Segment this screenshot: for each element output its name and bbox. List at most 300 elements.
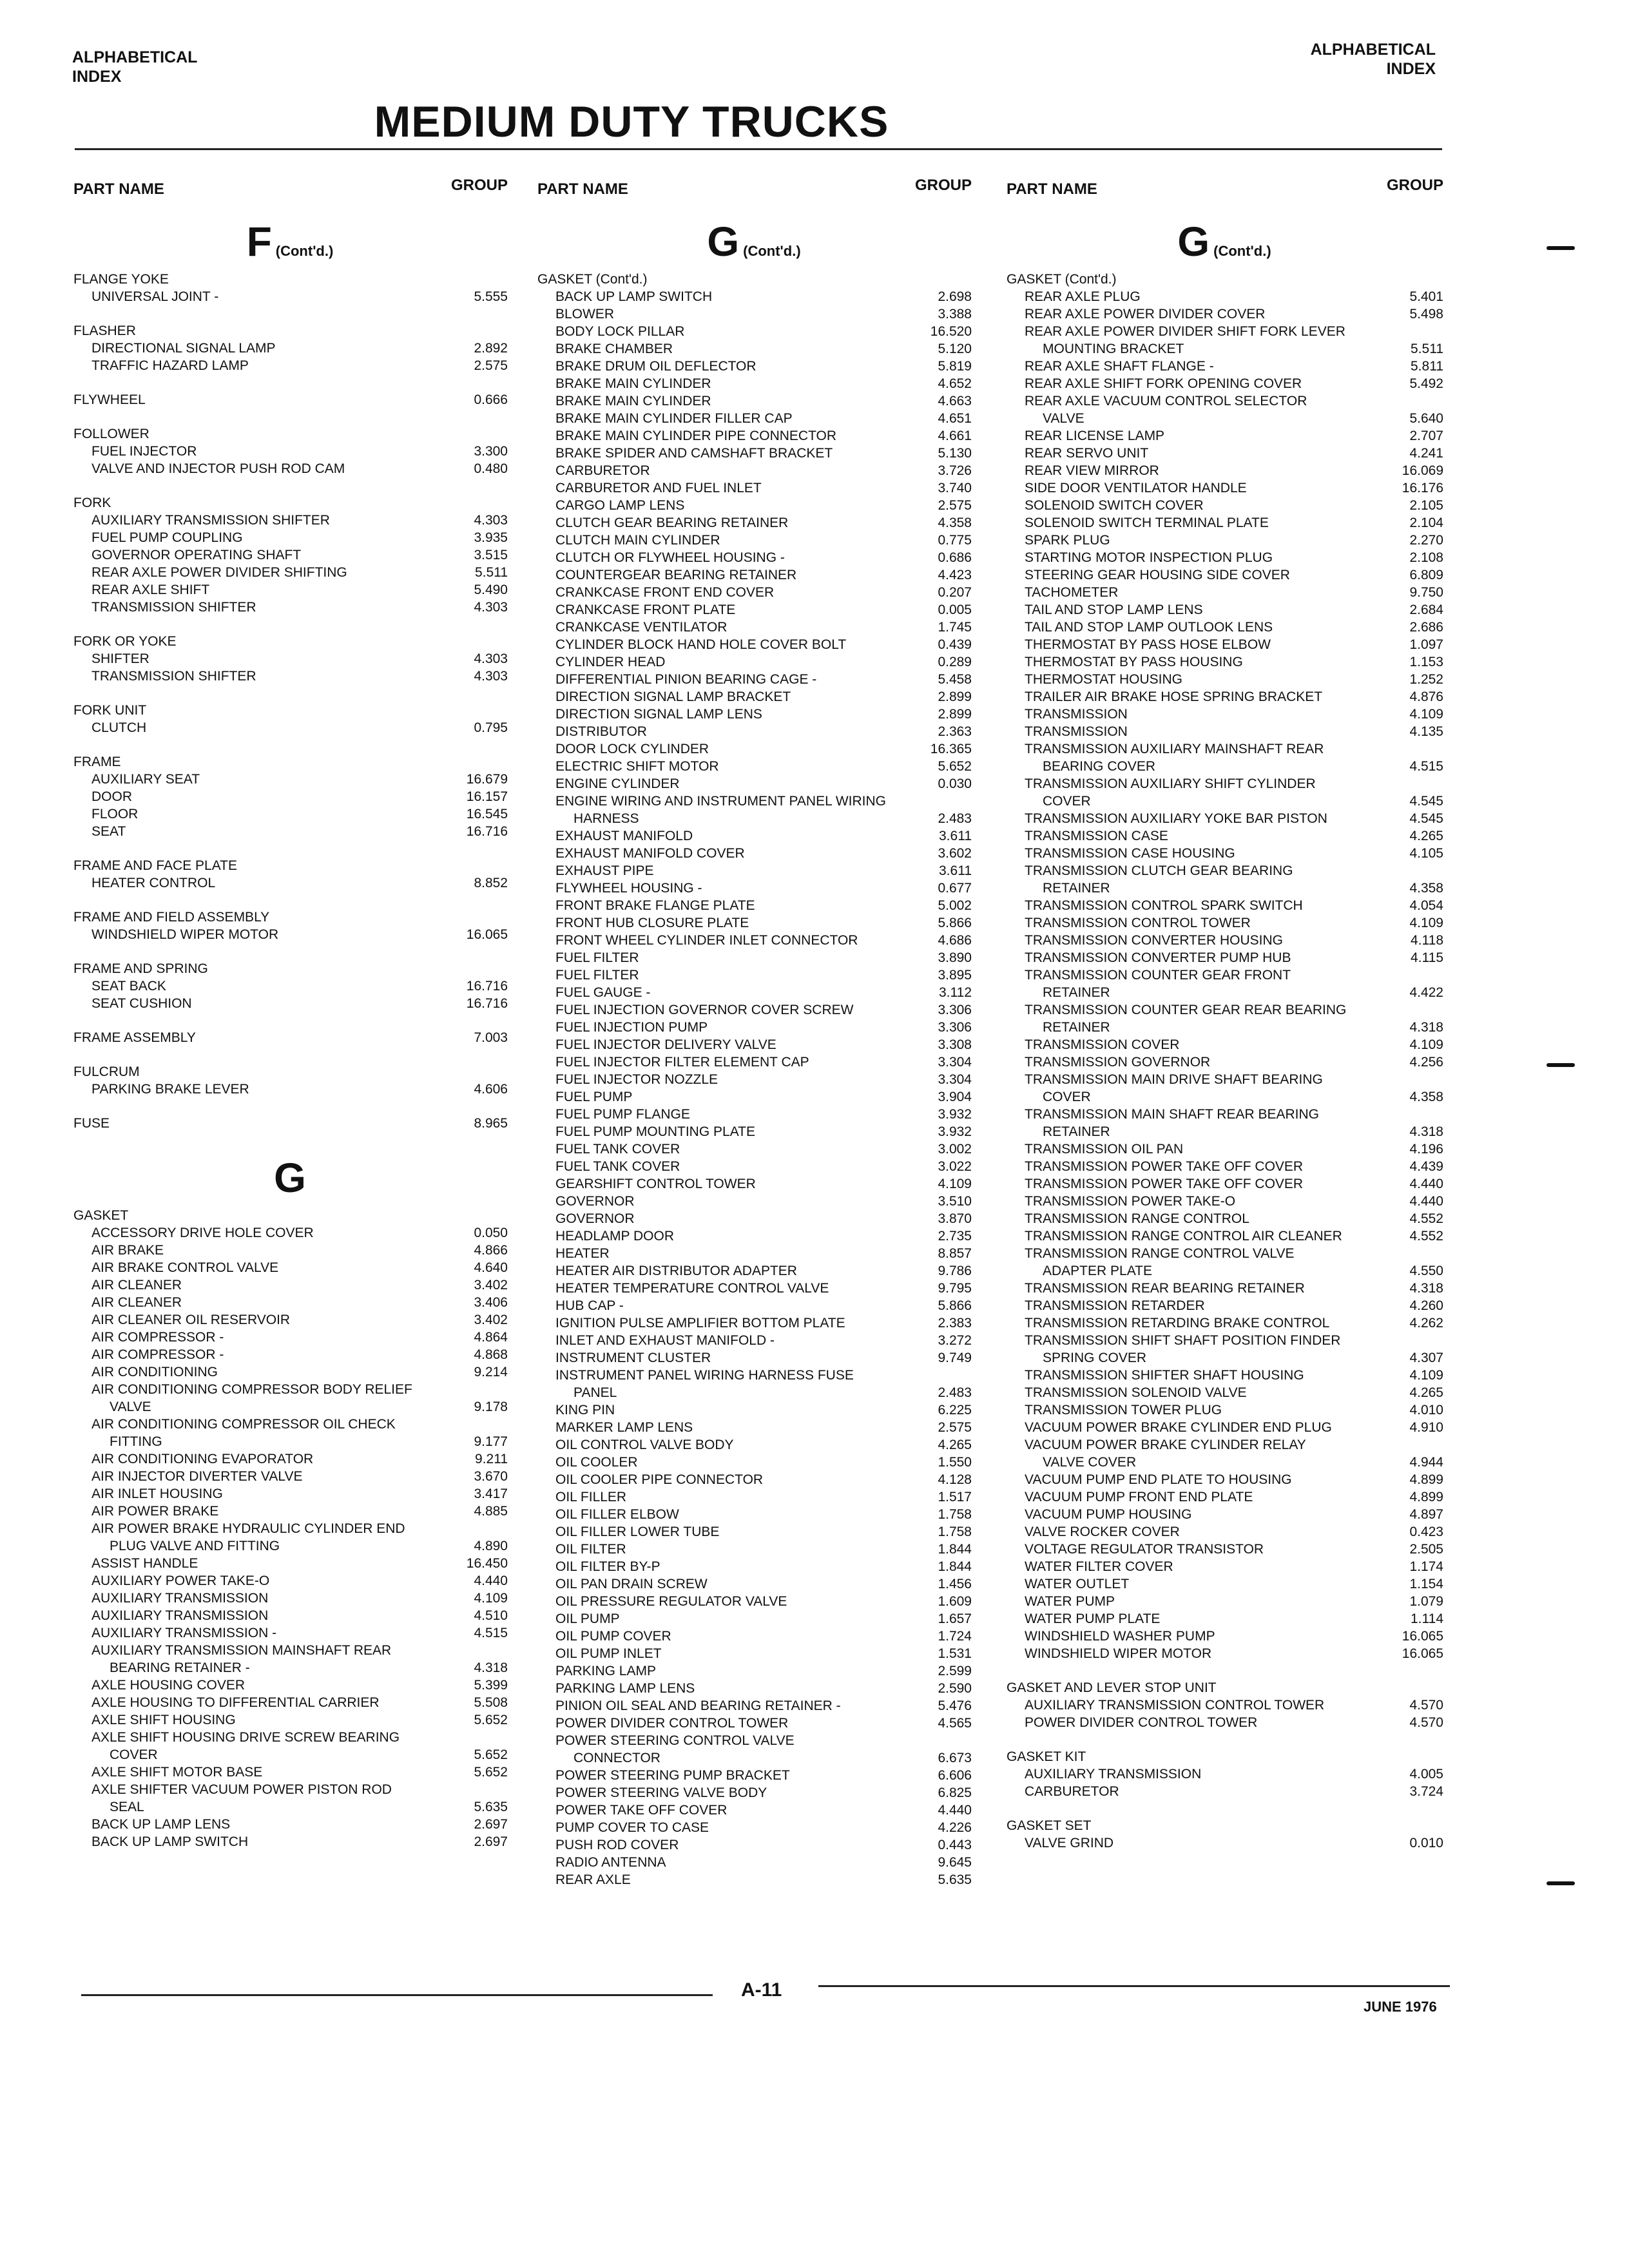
index-entry <box>536 1262 972 1280</box>
part-name: TRANSMISSION COUNTER GEAR FRONT <box>1025 968 1291 983</box>
group-number: 3.870 <box>938 1211 972 1226</box>
group-number: 0.423 <box>1409 1524 1443 1539</box>
group-number: 3.935 <box>474 530 508 545</box>
index-entry <box>536 740 972 758</box>
part-name: TRANSMISSION POWER TAKE-O <box>1025 1194 1236 1209</box>
index-entry <box>1005 445 1443 462</box>
section-letter: F <box>246 218 272 265</box>
index-entry <box>72 1311 508 1329</box>
group-number: 1.657 <box>938 1611 972 1626</box>
index-entry <box>1005 1175 1443 1193</box>
group-number: 5.498 <box>1409 307 1443 322</box>
part-name: TRANSMISSION <box>1025 707 1128 722</box>
part-name: FUSE <box>73 1116 110 1131</box>
group-number: 9.750 <box>1409 585 1443 600</box>
index-entry <box>536 410 972 427</box>
index-entry <box>72 1763 508 1781</box>
part-name: VALVE AND INJECTOR PUSH ROD CAM <box>92 461 345 476</box>
index-entry <box>72 1520 508 1537</box>
group-number: 5.866 <box>938 1298 972 1313</box>
part-name: AXLE SHIFT HOUSING DRIVE SCREW BEARING <box>92 1730 400 1745</box>
index-column-1 <box>72 174 508 1867</box>
index-entry <box>536 862 972 879</box>
index-entry <box>536 1749 972 1767</box>
group-number: 5.652 <box>938 759 972 774</box>
index-entry <box>536 1767 972 1784</box>
part-name: ELECTRIC SHIFT MOTOR <box>555 759 719 774</box>
index-entry <box>1005 862 1443 879</box>
part-name: POWER DIVIDER CONTROL TOWER <box>555 1716 789 1731</box>
part-name: AUXILIARY TRANSMISSION <box>1025 1767 1202 1782</box>
index-entry <box>536 932 972 949</box>
part-name: COVER <box>1043 794 1091 809</box>
part-name: BACK UP LAMP SWITCH <box>92 1834 249 1849</box>
index-entry <box>536 1071 972 1088</box>
part-name: BRAKE MAIN CYLINDER <box>555 394 711 408</box>
group-number: 5.652 <box>474 1713 508 1727</box>
index-entry <box>536 1401 972 1419</box>
index-entry <box>1005 358 1443 375</box>
group-number: 0.775 <box>938 533 972 548</box>
part-name: CARBURETOR AND FUEL INLET <box>555 481 762 495</box>
group-number: 5.508 <box>474 1695 508 1710</box>
part-name: HEATER AIR DISTRIBUTOR ADAPTER <box>555 1264 797 1278</box>
group-number: 4.303 <box>474 513 508 528</box>
group-number: 3.304 <box>938 1055 972 1070</box>
group-number: 8.965 <box>474 1116 508 1131</box>
part-name: AUXILIARY TRANSMISSION <box>92 1591 269 1606</box>
group-number: 4.005 <box>1409 1767 1443 1782</box>
part-name: CARGO LAMP LENS <box>555 498 685 513</box>
index-group <box>72 1115 508 1132</box>
index-entry <box>1005 375 1443 392</box>
part-name: BRAKE SPIDER AND CAMSHAFT BRACKET <box>555 446 833 461</box>
index-entry <box>536 619 972 636</box>
index-entry <box>1005 1541 1443 1558</box>
index-entry <box>536 1454 972 1471</box>
group-number: 4.241 <box>1409 446 1443 461</box>
part-name: RETAINER <box>1043 1020 1110 1035</box>
group-number: 5.866 <box>938 916 972 930</box>
group-number: 3.890 <box>938 950 972 965</box>
group-number: 3.611 <box>939 863 972 878</box>
index-entry <box>72 340 508 357</box>
part-name: VACUUM PUMP FRONT END PLATE <box>1025 1490 1253 1504</box>
index-entry <box>72 494 508 512</box>
part-name: BRAKE CHAMBER <box>555 341 673 356</box>
part-name: AIR CONDITIONING COMPRESSOR OIL CHECK <box>92 1417 396 1432</box>
group-number: 5.511 <box>1411 341 1443 356</box>
index-entry <box>536 984 972 1001</box>
section-letter: G <box>274 1155 306 1201</box>
group-number: 3.726 <box>938 463 972 478</box>
index-entry <box>1005 1123 1443 1140</box>
group-number: 4.265 <box>1409 1385 1443 1400</box>
group-number: 4.890 <box>474 1539 508 1553</box>
group-number: 4.899 <box>1409 1490 1443 1504</box>
part-name: FUEL PUMP MOUNTING PLATE <box>555 1124 755 1139</box>
index-entry <box>1005 1454 1443 1471</box>
index-entry <box>536 445 972 462</box>
group-number: 16.069 <box>1402 463 1443 478</box>
header-right-line2: INDEX <box>1386 60 1436 78</box>
part-name: RETAINER <box>1043 881 1110 896</box>
part-name: AIR INJECTOR DIVERTER VALVE <box>92 1469 303 1484</box>
part-name: TRANSMISSION REAR BEARING RETAINER <box>1025 1281 1305 1296</box>
part-name: FUEL INJECTOR <box>92 444 197 459</box>
index-entry <box>72 512 508 529</box>
index-entry <box>536 671 972 688</box>
index-entry <box>72 874 508 892</box>
part-name: FRAME AND FIELD ASSEMBLY <box>73 910 270 925</box>
part-name: OIL PUMP INLET <box>555 1646 662 1661</box>
group-number: 3.932 <box>938 1107 972 1122</box>
index-entry <box>536 532 972 549</box>
group-number: 4.128 <box>938 1472 972 1487</box>
part-name: FRAME AND FACE PLATE <box>73 858 237 873</box>
index-entry <box>1005 1367 1443 1384</box>
index-entry <box>1005 1714 1443 1731</box>
group-number: 1.456 <box>938 1577 972 1591</box>
group-number: 3.402 <box>474 1312 508 1327</box>
index-group <box>1005 271 1443 1662</box>
header-right <box>1311 40 1436 79</box>
index-entry <box>72 546 508 564</box>
index-entry <box>536 1349 972 1367</box>
part-name: FUEL INJECTION GOVERNOR COVER SCREW <box>555 1003 854 1017</box>
part-name: BRAKE MAIN CYLINDER PIPE CONNECTOR <box>555 428 837 443</box>
group-number: 4.010 <box>1409 1403 1443 1418</box>
group-number: 16.716 <box>466 996 508 1011</box>
part-name: FUEL TANK COVER <box>555 1159 680 1174</box>
part-name: WINDSHIELD WIPER MOTOR <box>1025 1646 1212 1661</box>
index-entry <box>1005 1523 1443 1541</box>
group-number: 3.308 <box>938 1037 972 1052</box>
part-name: RADIO ANTENNA <box>555 1855 666 1870</box>
index-entry <box>1005 1471 1443 1488</box>
part-name: OIL PUMP COVER <box>555 1629 671 1644</box>
index-entry <box>536 688 972 706</box>
part-name: FUEL FILTER <box>555 968 639 983</box>
index-entry <box>536 1802 972 1819</box>
index-entry <box>1005 775 1443 793</box>
group-number: 4.358 <box>1409 1090 1443 1104</box>
part-name: TRANSMISSION RANGE CONTROL <box>1025 1211 1249 1226</box>
part-name: BRAKE DRUM OIL DEFLECTOR <box>555 359 757 374</box>
group-number: 2.590 <box>938 1681 972 1696</box>
group-number: 1.531 <box>938 1646 972 1661</box>
group-number: 0.677 <box>938 881 972 896</box>
part-name: CYLINDER BLOCK HAND HOLE COVER BOLT <box>555 637 847 652</box>
index-entry <box>536 1280 972 1297</box>
part-name: TACHOMETER <box>1025 585 1119 600</box>
group-number: 0.030 <box>938 776 972 791</box>
part-name: TRANSMISSION MAIN SHAFT REAR BEARING <box>1025 1107 1320 1122</box>
index-entry <box>72 702 508 719</box>
index-entry <box>536 1088 972 1106</box>
group-number: 4.226 <box>938 1820 972 1835</box>
part-name: TRANSMISSION COVER <box>1025 1037 1180 1052</box>
part-name: COVER <box>110 1747 158 1762</box>
index-entry <box>1005 566 1443 584</box>
part-name: TRANSMISSION SHIFTER <box>92 600 256 615</box>
group-number: 1.844 <box>938 1559 972 1574</box>
group-number: 4.651 <box>938 411 972 426</box>
group-number: 8.857 <box>938 1246 972 1261</box>
part-name: TAIL AND STOP LAMP LENS <box>1025 602 1203 617</box>
group-number: 4.303 <box>474 669 508 684</box>
part-name: WATER OUTLET <box>1025 1577 1130 1591</box>
part-name: FORK OR YOKE <box>73 634 177 649</box>
index-entry <box>72 391 508 408</box>
index-entry <box>1005 619 1443 636</box>
index-entry <box>1005 1593 1443 1610</box>
index-entry <box>1005 479 1443 497</box>
part-name: REAR AXLE SHIFT FORK OPENING COVER <box>1025 376 1302 391</box>
index-entry <box>72 788 508 805</box>
part-name: CONNECTOR <box>574 1751 660 1765</box>
part-name: GASKET (Cont'd.) <box>1007 272 1117 287</box>
index-entry <box>1005 1783 1443 1800</box>
section-continued-label: (Cont'd.) <box>743 243 801 259</box>
part-name: SHIFTER <box>92 651 149 666</box>
index-entry <box>1005 879 1443 897</box>
group-header: GROUP <box>1386 177 1443 194</box>
part-name: HEADLAMP DOOR <box>555 1229 674 1244</box>
part-name: OIL CONTROL VALVE BODY <box>555 1437 734 1452</box>
part-name: FORK UNIT <box>73 703 147 718</box>
group-number: 16.679 <box>466 772 508 787</box>
part-name: TRANSMISSION AUXILIARY MAINSHAFT REAR <box>1025 742 1324 756</box>
index-entry <box>536 914 972 932</box>
index-entry <box>72 1677 508 1694</box>
index-entry <box>72 1537 508 1555</box>
part-name: TAIL AND STOP LAMP OUTLOOK LENS <box>1025 620 1273 635</box>
part-name: FLANGE YOKE <box>73 272 169 287</box>
part-name: OIL FILLER LOWER TUBE <box>555 1524 720 1539</box>
index-entry <box>72 1642 508 1659</box>
index-entry <box>1005 1506 1443 1523</box>
part-name: AXLE SHIFT HOUSING <box>92 1713 236 1727</box>
page-title: MEDIUM DUTY TRUCKS <box>374 97 889 146</box>
index-entry <box>536 1593 972 1610</box>
group-number: 2.575 <box>938 498 972 513</box>
part-name: GOVERNOR <box>555 1194 635 1209</box>
group-number: 0.207 <box>938 585 972 600</box>
index-entry <box>1005 1053 1443 1071</box>
index-entry <box>1005 1210 1443 1227</box>
group-number: 2.505 <box>1409 1542 1443 1557</box>
index-entry <box>72 1242 508 1259</box>
group-number: 4.105 <box>1409 846 1443 861</box>
group-number: 4.897 <box>1409 1507 1443 1522</box>
part-name: TRANSMISSION RETARDER <box>1025 1298 1205 1313</box>
group-number: 5.819 <box>938 359 972 374</box>
index-entry <box>536 1227 972 1245</box>
part-name: OIL COOLER PIPE CONNECTOR <box>555 1472 764 1487</box>
group-number: 8.852 <box>474 876 508 890</box>
index-entry <box>536 305 972 323</box>
part-name: TRANSMISSION POWER TAKE OFF COVER <box>1025 1159 1304 1174</box>
part-name: INLET AND EXHAUST MANIFOLD - <box>555 1333 775 1348</box>
part-name: TRANSMISSION AUXILIARY YOKE BAR PISTON <box>1025 811 1327 826</box>
group-number: 4.515 <box>1409 759 1443 774</box>
index-entry <box>1005 549 1443 566</box>
part-name: PLUG VALVE AND FITTING <box>110 1539 280 1553</box>
index-entry <box>1005 1679 1443 1696</box>
part-name: DIRECTIONAL SIGNAL LAMP <box>92 341 276 356</box>
group-number: 4.866 <box>474 1243 508 1258</box>
group-number: 3.670 <box>474 1469 508 1484</box>
group-number: 3.515 <box>474 548 508 562</box>
part-name: SOLENOID SWITCH TERMINAL PLATE <box>1025 515 1269 530</box>
index-entry <box>1005 427 1443 445</box>
group-number: 3.417 <box>474 1486 508 1501</box>
part-name: HEATER <box>555 1246 610 1261</box>
group-number: 3.402 <box>474 1278 508 1293</box>
part-name: TRAFFIC HAZARD LAMP <box>92 358 249 373</box>
group-number: 4.358 <box>1409 881 1443 896</box>
part-name: MOUNTING BRACKET <box>1043 341 1184 356</box>
group-number: 3.300 <box>474 444 508 459</box>
part-name: POWER STEERING CONTROL VALVE <box>555 1733 795 1748</box>
section-letter: G <box>1177 218 1210 265</box>
index-entry <box>72 1329 508 1346</box>
header-left-line1: ALPHABETICAL <box>72 48 198 66</box>
group-number: 5.130 <box>938 446 972 461</box>
group-number: 2.383 <box>938 1316 972 1331</box>
index-entry <box>536 793 972 810</box>
index-entry <box>1005 1106 1443 1123</box>
part-name: REAR AXLE POWER DIVIDER SHIFT FORK LEVER <box>1025 324 1345 339</box>
column-header <box>1005 174 1443 213</box>
index-entry <box>1005 1696 1443 1714</box>
group-header: GROUP <box>450 177 508 194</box>
group-number: 0.050 <box>474 1225 508 1240</box>
group-number: 1.758 <box>938 1507 972 1522</box>
group-number: 2.363 <box>938 724 972 739</box>
group-header: GROUP <box>914 177 972 194</box>
index-entry <box>72 1450 508 1468</box>
index-entry <box>536 827 972 845</box>
group-number: 4.109 <box>1409 1368 1443 1383</box>
index-entry <box>536 723 972 740</box>
index-entry <box>72 564 508 581</box>
part-name: EXHAUST PIPE <box>555 863 654 878</box>
index-entry <box>72 805 508 823</box>
part-name: FUEL INJECTOR FILTER ELEMENT CAP <box>555 1055 809 1070</box>
index-group <box>72 960 508 1012</box>
part-name: INSTRUMENT CLUSTER <box>555 1350 711 1365</box>
part-name: HEATER CONTROL <box>92 876 216 890</box>
index-entry <box>72 599 508 616</box>
index-entry <box>536 1488 972 1506</box>
part-name: AIR POWER BRAKE HYDRAULIC CYLINDER END <box>92 1521 405 1536</box>
index-entry <box>1005 1384 1443 1401</box>
part-name: TRANSMISSION RANGE CONTROL AIR CLEANER <box>1025 1229 1342 1244</box>
index-entry <box>536 775 972 793</box>
part-name: AIR POWER BRAKE <box>92 1504 219 1519</box>
group-number: 3.895 <box>938 968 972 983</box>
group-number: 4.307 <box>1409 1350 1443 1365</box>
index-entry <box>72 1711 508 1729</box>
index-entry <box>536 1871 972 1888</box>
part-name: FITTING <box>110 1434 162 1449</box>
part-name: REAR AXLE <box>555 1872 631 1887</box>
group-number: 4.899 <box>1409 1472 1443 1487</box>
part-name: SEAT <box>92 824 126 839</box>
part-name: POWER STEERING VALVE BODY <box>555 1785 767 1800</box>
index-entry <box>536 949 972 966</box>
index-entry <box>536 566 972 584</box>
index-entry <box>1005 897 1443 914</box>
part-name: TRANSMISSION CLUTCH GEAR BEARING <box>1025 863 1293 878</box>
group-number: 0.439 <box>938 637 972 652</box>
part-name: SIDE DOOR VENTILATOR HANDLE <box>1025 481 1247 495</box>
group-number: 3.602 <box>938 846 972 861</box>
index-entry <box>72 1607 508 1624</box>
index-entry <box>1005 601 1443 619</box>
part-name: TRANSMISSION <box>1025 724 1128 739</box>
margin-tick <box>1547 1881 1575 1885</box>
index-entry <box>72 1746 508 1763</box>
group-number: 2.697 <box>474 1817 508 1832</box>
group-number: 4.661 <box>938 428 972 443</box>
index-entry <box>72 1468 508 1485</box>
part-name: GASKET AND LEVER STOP UNIT <box>1007 1680 1217 1695</box>
index-entry <box>1005 1558 1443 1575</box>
index-entry <box>536 1053 972 1071</box>
part-name: AIR BRAKE <box>92 1243 164 1258</box>
index-entry <box>536 323 972 340</box>
index-entry <box>536 462 972 479</box>
part-name: TRANSMISSION CONVERTER PUMP HUB <box>1025 950 1291 965</box>
index-entry <box>1005 740 1443 758</box>
index-column-3 <box>1005 174 1443 1869</box>
part-name: AIR CONDITIONING <box>92 1365 218 1379</box>
part-name: AUXILIARY TRANSMISSION SHIFTER <box>92 513 330 528</box>
part-name: OIL PUMP <box>555 1611 620 1626</box>
index-entry <box>536 1506 972 1523</box>
group-number: 4.265 <box>1409 829 1443 843</box>
index-entry <box>1005 1036 1443 1053</box>
part-name: AUXILIARY TRANSMISSION - <box>92 1626 277 1640</box>
part-name: TRANSMISSION SOLENOID VALVE <box>1025 1385 1247 1400</box>
index-group <box>536 271 972 1888</box>
group-number: 5.640 <box>1409 411 1443 426</box>
index-entry <box>1005 1645 1443 1662</box>
index-entry <box>1005 462 1443 479</box>
index-entry <box>72 1115 508 1132</box>
group-number: 4.260 <box>1409 1298 1443 1313</box>
group-number: 4.109 <box>1409 1037 1443 1052</box>
part-name: OIL FILLER ELBOW <box>555 1507 679 1522</box>
part-name: REAR LICENSE LAMP <box>1025 428 1165 443</box>
index-entry <box>536 897 972 914</box>
index-entry <box>536 1123 972 1140</box>
section-heading <box>536 213 972 271</box>
index-entry <box>536 879 972 897</box>
index-group <box>72 633 508 685</box>
index-entry <box>1005 1628 1443 1645</box>
group-number: 4.358 <box>938 515 972 530</box>
part-name: TRANSMISSION SHIFTER <box>92 669 256 684</box>
part-name: FLASHER <box>73 323 136 338</box>
part-name: TRANSMISSION AUXILIARY SHIFT CYLINDER <box>1025 776 1316 791</box>
part-name: AXLE HOUSING TO DIFFERENTIAL CARRIER <box>92 1695 380 1710</box>
group-number: 3.306 <box>938 1003 972 1017</box>
group-number: 3.740 <box>938 481 972 495</box>
